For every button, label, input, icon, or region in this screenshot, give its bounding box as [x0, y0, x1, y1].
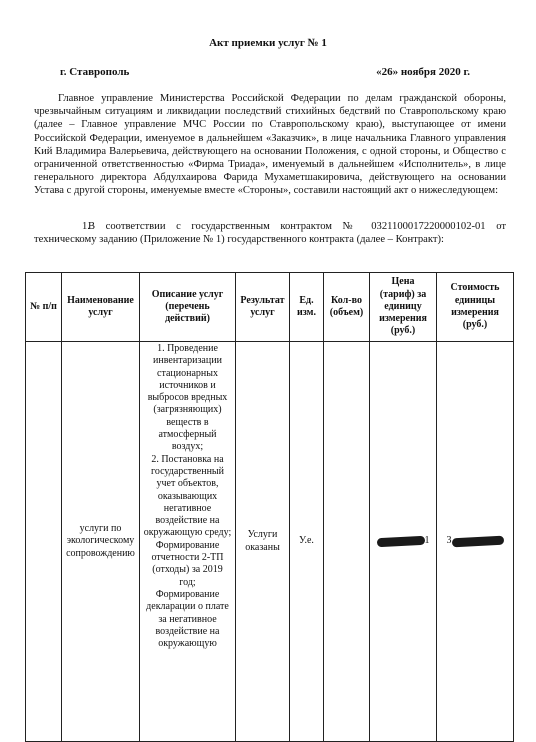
clause-1-number: 1. [82, 221, 90, 232]
document-city: г. Ставрополь [60, 66, 130, 78]
clause-1 [34, 220, 506, 246]
header-cost: Стоимость единицы измерения (руб.) [437, 273, 514, 342]
price-redaction-mark [376, 535, 424, 546]
clause-1-text: В соответствии с государственным контрактом № 0321100017220000102-01 от техническому заданию (Приложение № 1) государственного контракта (далее – Контракт): [34, 221, 506, 246]
desc-part-2: 2. Постановка на государственный учет объектов, оказывающих негативное воздействие на окружающую среду; [143, 453, 232, 539]
desc-part-1: 1. Проведение инвентаризации стационарных источников и выбросов вредных (загрязняющих) веществ в атмосферный воздух; [147, 343, 228, 453]
header-name: Наименование услуг [62, 273, 140, 342]
cell-cost [437, 342, 514, 742]
header-num: № п/п [26, 273, 62, 342]
price-visible-tail: 1 [424, 535, 430, 547]
services-table [25, 272, 514, 742]
header-desc: Описание услуг (перечень действий) [140, 273, 236, 342]
desc-part-4: Формирование декларации о плате за негативное воздействие на окружающую [146, 588, 229, 650]
cost-visible-head: 3 [446, 535, 452, 547]
cell-num [26, 342, 62, 742]
cost-redaction-mark [451, 535, 503, 547]
preamble-paragraph: Главное управление Министерства Российской Федерации по делам гражданской обороны, чрезвычайным ситуациям и ликвидации последствий стихийных бедствий по Ставропольскому краю (далее – Главное управление МЧС России по Ставропольскому краю), выступающее от имени Российской Федерации, именуемое в дальнейшем «Заказчик», в лице начальника Главного управления Кий Владимира Валерьевича, действующего на основании Положения, с одной стороны, и Общество с ограниченной ответственностью «Фирма Триада», именуемый в дальнейшем «Исполнитель», в лице генерального директора Абдулхаирова Фарида Мухаметшакировича, действующего на основании Устава с другой стороны, именуемые вместе «Стороны», составили настоящий акт о нижеследующем: [34, 93, 506, 197]
header-qty: Кол-во (объем) [324, 273, 370, 342]
header-unit: Ед. изм. [290, 273, 324, 342]
cell-result: Услуги оказаны [236, 342, 290, 742]
cell-unit: У.е. [290, 342, 324, 742]
desc-part-3: Формирование отчетности 2-ТП (отходы) за 2019 год; [151, 539, 224, 588]
table-header-row [26, 273, 514, 342]
header-price: Цена (тариф) за единицу измерения (руб.) [370, 273, 437, 342]
cell-price [370, 342, 437, 742]
cell-qty [324, 342, 370, 742]
header-result: Результат услуг [236, 273, 290, 342]
document-date: «26» ноября 2020 г. [376, 66, 470, 78]
cell-desc [140, 342, 236, 742]
cell-name: услуги по экологическому сопровождению [62, 342, 140, 742]
table-row [26, 342, 514, 742]
document-title: Акт приемки услуг № 1 [209, 37, 327, 49]
